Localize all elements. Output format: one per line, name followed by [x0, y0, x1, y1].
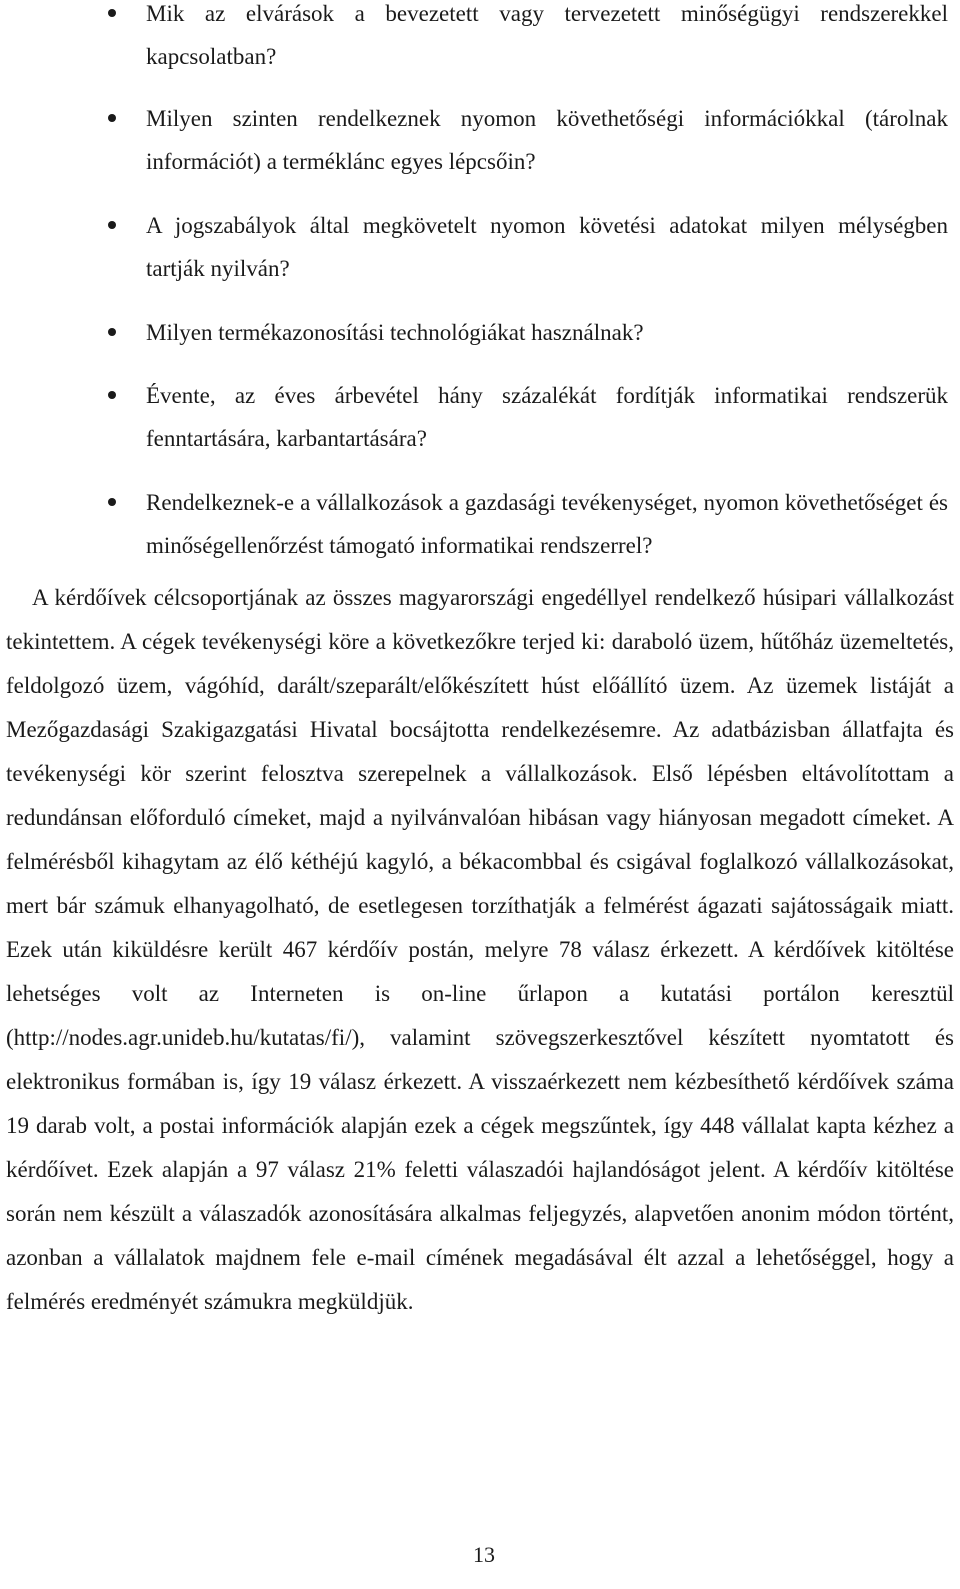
body-paragraph: A kérdőívek célcsoportjának az összes magyarországi engedéllyel rendelkező húsipari vállalkozást tekintettem. A cégek tevékenységi köre a következőkre terjed ki: daraboló üzem, hűtőház üzemeltetés, feldolgozó üzem, vágóhíd, darált/szeparált/előkészített húst előállító üzem. Az üzemek listáját a Mezőgazdasági Szakigazgatási Hivatal bocsájtotta rendelkezésemre. Az adatbázisban állatfajta és tevékenységi kör szerint felosztva szerepelnek a vállalkozások. Első lépésben eltávolítottam a redundánsan előforduló címeket, majd a nyilvánvalóan hibásan vagy hiányosan megadott címeket. A felmérésből kihagytam az élő kéthéjú kagyló, a békacombbal és csigával foglalkozó vállalkozásokat, mert bár számuk elhanyagolható, de esetlegesen torzíthatják a felmérést ágazati sajátosságaik miatt. Ezek után kiküldésre került 467 kérdőív postán, melyre 78 válasz érkezett. A kérdőívek kitöltése lehetséges volt az Interneten is on-line űrlapon a kutatási portálon keresztül (http://nodes.agr.unideb.hu/kutatas/fi/), valamint szövegszerkesztővel készített nyomtatott és elektronikus formában is, így 19 válasz érkezett. A visszaérkezett nem kézbesíthető kérdőívek száma 19 darab volt, a postai információk alapján ezek a cégek megszűntek, így 448 vállalat kapta kézhez a kérdőívet. Ezek alapján a 97 válasz 21% feletti válaszadói hajlandóságot jelent. A kérdőív kitöltése során nem készült a válaszadók azonosítására alkalmas feljegyzés, alapvetően anonim módon történt, azonban a vállalatok majdnem fele e-mail címének megadásával élt azzal a lehetőséggel, hogy a felmérés eredményét számukra megküldjük.: [6, 585, 954, 1314]
list-item-text: Milyen szinten rendelkeznek nyomon követhetőségi információkkal (tárolnak információt) a terméklánc egyes lépcsőin?: [146, 106, 948, 174]
list-item-text: Rendelkeznek-e a vállalkozások a gazdasági tevékenységet, nyomon követhetőséget és minőségellenőrzést támogató informatikai rendszerrel?: [146, 490, 948, 558]
list-item-text: A jogszabályok által megkövetelt nyomon követési adatokat milyen mélységben tartják nyilván?: [146, 213, 948, 281]
bullet-icon: [108, 328, 116, 336]
list-item: [0, 311, 960, 354]
bullet-icon: [108, 221, 116, 229]
list-item: [0, 481, 960, 567]
bullet-icon: [108, 498, 116, 506]
page-number: 13: [473, 1542, 495, 1567]
list-item: [0, 0, 960, 78]
bullet-icon: [108, 391, 116, 399]
bullet-icon: [108, 114, 116, 122]
list-item: [0, 97, 960, 183]
list-item-text: Évente, az éves árbevétel hány százalékát fordítják informatikai rendszerük fenntartására, karbantartására?: [146, 383, 948, 451]
bullet-icon: [108, 9, 116, 17]
list-item-text: Mik az elvárások a bevezetett vagy tervezetett minőségügyi rendszerekkel kapcsolatban?: [146, 1, 948, 69]
list-item: [0, 204, 960, 290]
list-item: [0, 374, 960, 460]
list-item-text: Milyen termékazonosítási technológiákat használnak?: [146, 320, 644, 345]
